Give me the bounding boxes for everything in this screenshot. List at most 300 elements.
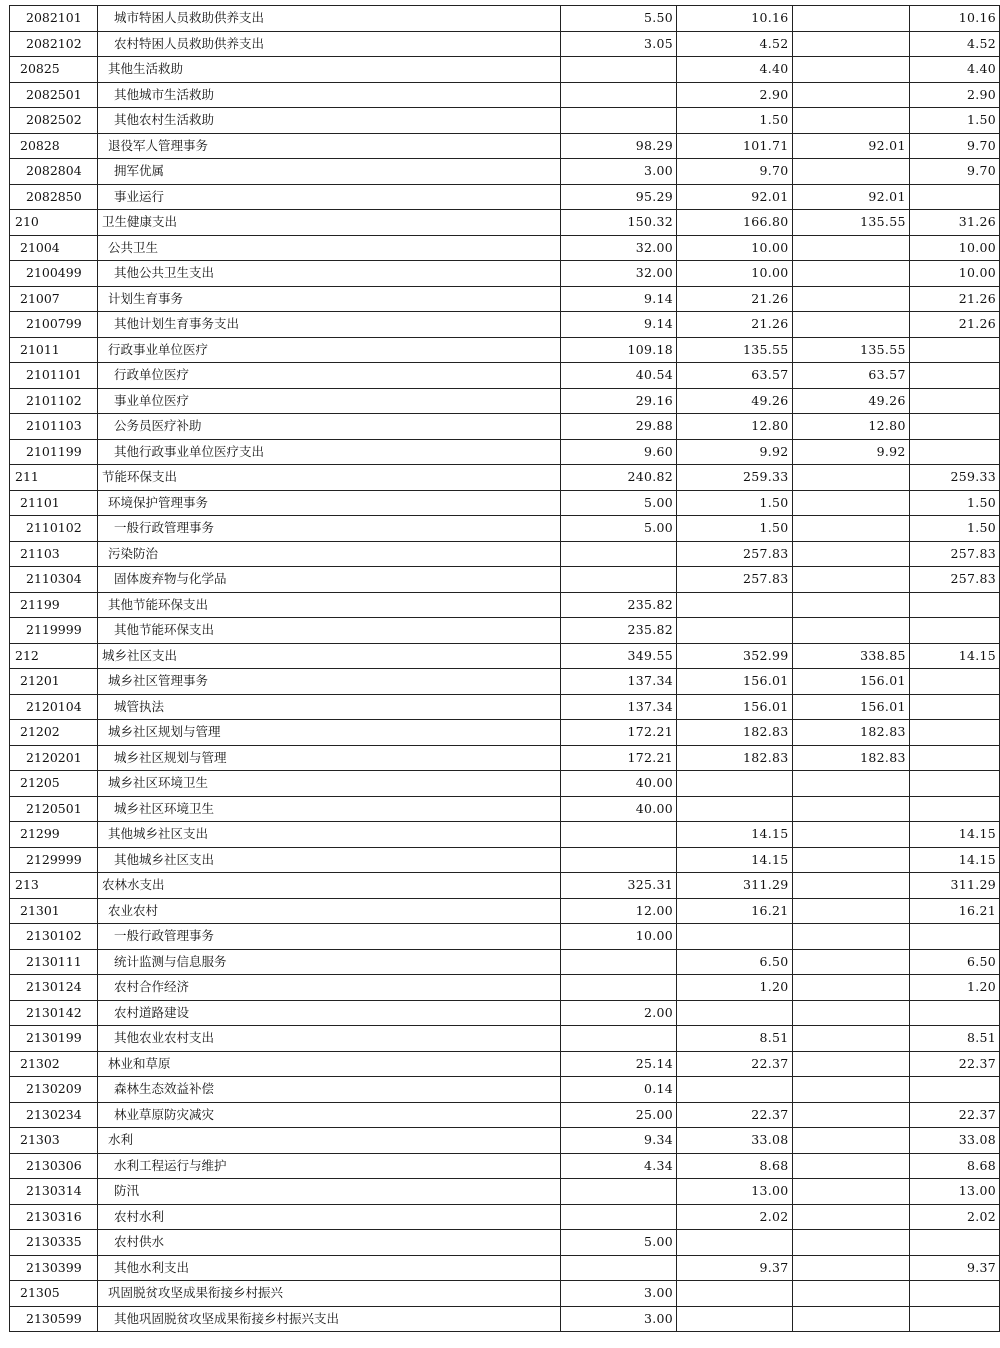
subject-name-cell: 卫生健康支出 [97, 210, 560, 236]
amount-cell-4 [909, 694, 999, 720]
subject-code-cell: 2120201 [10, 745, 98, 771]
amount-cell-4: 8.68 [909, 1153, 999, 1179]
amount-cell-1: 2.00 [560, 1000, 676, 1026]
table-row [10, 235, 1000, 261]
table-row [10, 1204, 1000, 1230]
subject-name-cell: 城乡社区环境卫生 [97, 771, 560, 797]
table-body [10, 6, 1000, 1332]
amount-cell-4: 1.50 [909, 516, 999, 542]
amount-cell-1: 9.14 [560, 286, 676, 312]
amount-cell-1 [560, 108, 676, 134]
table-row [10, 261, 1000, 287]
table-row [10, 490, 1000, 516]
amount-cell-3 [792, 235, 909, 261]
subject-name-cell: 城乡社区环境卫生 [97, 796, 560, 822]
table-row [10, 388, 1000, 414]
table-row [10, 312, 1000, 338]
amount-cell-3 [792, 1077, 909, 1103]
amount-cell-3 [792, 6, 909, 32]
amount-cell-2: 1.50 [677, 108, 793, 134]
amount-cell-2: 101.71 [677, 133, 793, 159]
amount-cell-1: 12.00 [560, 898, 676, 924]
amount-cell-1 [560, 1179, 676, 1205]
table-row [10, 924, 1000, 950]
table-row [10, 1051, 1000, 1077]
amount-cell-4 [909, 618, 999, 644]
amount-cell-1: 3.05 [560, 31, 676, 57]
amount-cell-1: 5.00 [560, 516, 676, 542]
amount-cell-1: 3.00 [560, 1306, 676, 1332]
table-row [10, 337, 1000, 363]
subject-name-cell: 城市特困人员救助供养支出 [97, 6, 560, 32]
amount-cell-4 [909, 363, 999, 389]
subject-name-cell: 其他生活救助 [97, 57, 560, 83]
amount-cell-3: 12.80 [792, 414, 909, 440]
subject-code-cell: 21103 [10, 541, 98, 567]
table-row [10, 1077, 1000, 1103]
amount-cell-1: 235.82 [560, 618, 676, 644]
subject-code-cell: 2101199 [10, 439, 98, 465]
subject-code-cell: 2130102 [10, 924, 98, 950]
subject-name-cell: 林业和草原 [97, 1051, 560, 1077]
subject-code-cell: 21007 [10, 286, 98, 312]
amount-cell-1 [560, 822, 676, 848]
amount-cell-4 [909, 669, 999, 695]
table-row [10, 1102, 1000, 1128]
amount-cell-4: 31.26 [909, 210, 999, 236]
subject-code-cell: 2130124 [10, 975, 98, 1001]
subject-code-cell: 21299 [10, 822, 98, 848]
table-row [10, 57, 1000, 83]
amount-cell-3: 92.01 [792, 184, 909, 210]
subject-code-cell: 21302 [10, 1051, 98, 1077]
amount-cell-4: 2.02 [909, 1204, 999, 1230]
subject-code-cell: 2100499 [10, 261, 98, 287]
subject-code-cell: 2130142 [10, 1000, 98, 1026]
amount-cell-1: 3.00 [560, 1281, 676, 1307]
amount-cell-2: 14.15 [677, 847, 793, 873]
table-row [10, 465, 1000, 491]
amount-cell-4: 33.08 [909, 1128, 999, 1154]
subject-code-cell: 210 [10, 210, 98, 236]
amount-cell-3 [792, 873, 909, 899]
amount-cell-3: 9.92 [792, 439, 909, 465]
amount-cell-2: 6.50 [677, 949, 793, 975]
amount-cell-4 [909, 745, 999, 771]
amount-cell-1: 29.16 [560, 388, 676, 414]
amount-cell-2 [677, 592, 793, 618]
subject-name-cell: 农村水利 [97, 1204, 560, 1230]
amount-cell-2: 1.50 [677, 490, 793, 516]
amount-cell-4: 257.83 [909, 541, 999, 567]
subject-code-cell: 211 [10, 465, 98, 491]
table-row [10, 1000, 1000, 1026]
amount-cell-2: 10.00 [677, 235, 793, 261]
amount-cell-3 [792, 618, 909, 644]
amount-cell-4: 4.52 [909, 31, 999, 57]
subject-code-cell: 2082102 [10, 31, 98, 57]
amount-cell-1: 25.00 [560, 1102, 676, 1128]
table-row [10, 694, 1000, 720]
table-row [10, 873, 1000, 899]
amount-cell-1: 98.29 [560, 133, 676, 159]
amount-cell-1: 95.29 [560, 184, 676, 210]
table-row [10, 822, 1000, 848]
amount-cell-2: 9.37 [677, 1255, 793, 1281]
amount-cell-4 [909, 1000, 999, 1026]
subject-name-cell: 农业农村 [97, 898, 560, 924]
subject-name-cell: 水利工程运行与维护 [97, 1153, 560, 1179]
subject-code-cell: 21301 [10, 898, 98, 924]
amount-cell-4: 21.26 [909, 286, 999, 312]
subject-code-cell: 2119999 [10, 618, 98, 644]
subject-code-cell: 2110102 [10, 516, 98, 542]
amount-cell-1: 5.50 [560, 6, 676, 32]
subject-name-cell: 环境保护管理事务 [97, 490, 560, 516]
subject-name-cell: 其他公共卫生支出 [97, 261, 560, 287]
table-row [10, 6, 1000, 32]
amount-cell-4: 16.21 [909, 898, 999, 924]
subject-code-cell: 2130316 [10, 1204, 98, 1230]
amount-cell-3 [792, 1255, 909, 1281]
table-row [10, 745, 1000, 771]
amount-cell-1: 40.54 [560, 363, 676, 389]
amount-cell-2: 257.83 [677, 541, 793, 567]
subject-name-cell: 行政单位医疗 [97, 363, 560, 389]
amount-cell-3 [792, 1051, 909, 1077]
amount-cell-2: 2.02 [677, 1204, 793, 1230]
amount-cell-4 [909, 1077, 999, 1103]
amount-cell-3: 156.01 [792, 694, 909, 720]
amount-cell-4 [909, 388, 999, 414]
amount-cell-2: 257.83 [677, 567, 793, 593]
amount-cell-4 [909, 1306, 999, 1332]
subject-code-cell: 2100799 [10, 312, 98, 338]
amount-cell-4: 14.15 [909, 643, 999, 669]
subject-code-cell: 21004 [10, 235, 98, 261]
amount-cell-2: 21.26 [677, 286, 793, 312]
amount-cell-4: 4.40 [909, 57, 999, 83]
amount-cell-3 [792, 82, 909, 108]
subject-name-cell: 农村供水 [97, 1230, 560, 1256]
amount-cell-2: 21.26 [677, 312, 793, 338]
amount-cell-1 [560, 847, 676, 873]
amount-cell-4 [909, 720, 999, 746]
table-row [10, 159, 1000, 185]
subject-name-cell: 防汛 [97, 1179, 560, 1205]
amount-cell-1: 40.00 [560, 796, 676, 822]
amount-cell-4: 10.00 [909, 261, 999, 287]
amount-cell-1: 137.34 [560, 694, 676, 720]
subject-name-cell: 城乡社区支出 [97, 643, 560, 669]
amount-cell-4 [909, 439, 999, 465]
amount-cell-4 [909, 771, 999, 797]
amount-cell-3 [792, 31, 909, 57]
amount-cell-3: 49.26 [792, 388, 909, 414]
amount-cell-3 [792, 567, 909, 593]
amount-cell-2 [677, 924, 793, 950]
table-row [10, 184, 1000, 210]
subject-code-cell: 2082501 [10, 82, 98, 108]
amount-cell-2: 166.80 [677, 210, 793, 236]
table-row [10, 1153, 1000, 1179]
amount-cell-3: 156.01 [792, 669, 909, 695]
amount-cell-3 [792, 465, 909, 491]
amount-cell-3 [792, 286, 909, 312]
amount-cell-4 [909, 924, 999, 950]
subject-name-cell: 公共卫生 [97, 235, 560, 261]
subject-code-cell: 21101 [10, 490, 98, 516]
subject-code-cell: 2120501 [10, 796, 98, 822]
amount-cell-1: 25.14 [560, 1051, 676, 1077]
table-row [10, 771, 1000, 797]
subject-code-cell: 213 [10, 873, 98, 899]
amount-cell-1: 109.18 [560, 337, 676, 363]
table-row [10, 516, 1000, 542]
table-row [10, 363, 1000, 389]
subject-code-cell: 2130209 [10, 1077, 98, 1103]
amount-cell-4: 6.50 [909, 949, 999, 975]
subject-code-cell: 2130314 [10, 1179, 98, 1205]
amount-cell-2: 33.08 [677, 1128, 793, 1154]
amount-cell-2: 182.83 [677, 720, 793, 746]
subject-name-cell: 森林生态效益补偿 [97, 1077, 560, 1103]
amount-cell-3 [792, 159, 909, 185]
amount-cell-3: 338.85 [792, 643, 909, 669]
subject-name-cell: 其他计划生育事务支出 [97, 312, 560, 338]
subject-code-cell: 2130306 [10, 1153, 98, 1179]
subject-code-cell: 2130234 [10, 1102, 98, 1128]
amount-cell-1: 4.34 [560, 1153, 676, 1179]
subject-code-cell: 2082850 [10, 184, 98, 210]
amount-cell-3 [792, 57, 909, 83]
amount-cell-3 [792, 1128, 909, 1154]
subject-code-cell: 20828 [10, 133, 98, 159]
amount-cell-2 [677, 1306, 793, 1332]
amount-cell-4: 22.37 [909, 1051, 999, 1077]
amount-cell-2 [677, 1230, 793, 1256]
amount-cell-1: 9.60 [560, 439, 676, 465]
subject-code-cell: 21202 [10, 720, 98, 746]
amount-cell-1: 172.21 [560, 720, 676, 746]
amount-cell-3 [792, 975, 909, 1001]
amount-cell-4: 10.00 [909, 235, 999, 261]
amount-cell-4: 22.37 [909, 1102, 999, 1128]
amount-cell-1: 325.31 [560, 873, 676, 899]
amount-cell-2: 1.50 [677, 516, 793, 542]
amount-cell-1: 10.00 [560, 924, 676, 950]
amount-cell-2: 12.80 [677, 414, 793, 440]
amount-cell-2 [677, 1281, 793, 1307]
subject-name-cell: 其他水利支出 [97, 1255, 560, 1281]
amount-cell-1: 5.00 [560, 1230, 676, 1256]
amount-cell-4 [909, 414, 999, 440]
table-row [10, 1179, 1000, 1205]
subject-name-cell: 一般行政管理事务 [97, 924, 560, 950]
table-row [10, 1281, 1000, 1307]
subject-code-cell: 2082804 [10, 159, 98, 185]
amount-cell-2: 63.57 [677, 363, 793, 389]
amount-cell-4: 311.29 [909, 873, 999, 899]
subject-name-cell: 水利 [97, 1128, 560, 1154]
amount-cell-3 [792, 1026, 909, 1052]
amount-cell-3 [792, 898, 909, 924]
table-row [10, 541, 1000, 567]
amount-cell-3 [792, 1153, 909, 1179]
subject-code-cell: 21201 [10, 669, 98, 695]
amount-cell-4: 2.90 [909, 82, 999, 108]
subject-code-cell: 21305 [10, 1281, 98, 1307]
subject-name-cell: 其他巩固脱贫攻坚成果衔接乡村振兴支出 [97, 1306, 560, 1332]
amount-cell-3: 63.57 [792, 363, 909, 389]
amount-cell-3 [792, 312, 909, 338]
subject-name-cell: 城乡社区规划与管理 [97, 745, 560, 771]
subject-name-cell: 其他节能环保支出 [97, 592, 560, 618]
subject-code-cell: 2130335 [10, 1230, 98, 1256]
subject-code-cell: 21303 [10, 1128, 98, 1154]
subject-name-cell: 其他农业农村支出 [97, 1026, 560, 1052]
amount-cell-3 [792, 592, 909, 618]
subject-code-cell: 21011 [10, 337, 98, 363]
amount-cell-3 [792, 822, 909, 848]
amount-cell-4 [909, 592, 999, 618]
amount-cell-1 [560, 57, 676, 83]
subject-name-cell: 农村道路建设 [97, 1000, 560, 1026]
subject-name-cell: 事业单位医疗 [97, 388, 560, 414]
table-row [10, 796, 1000, 822]
amount-cell-4: 9.70 [909, 159, 999, 185]
subject-name-cell: 事业运行 [97, 184, 560, 210]
subject-code-cell: 21205 [10, 771, 98, 797]
table-row [10, 669, 1000, 695]
amount-cell-3 [792, 949, 909, 975]
amount-cell-1 [560, 541, 676, 567]
table-row [10, 618, 1000, 644]
amount-cell-2: 259.33 [677, 465, 793, 491]
table-row [10, 31, 1000, 57]
table-row [10, 414, 1000, 440]
subject-name-cell: 公务员医疗补助 [97, 414, 560, 440]
amount-cell-1: 172.21 [560, 745, 676, 771]
table-row [10, 720, 1000, 746]
subject-name-cell: 城乡社区规划与管理 [97, 720, 560, 746]
amount-cell-3: 135.55 [792, 337, 909, 363]
subject-name-cell: 一般行政管理事务 [97, 516, 560, 542]
amount-cell-2: 92.01 [677, 184, 793, 210]
amount-cell-4: 257.83 [909, 567, 999, 593]
amount-cell-2: 8.51 [677, 1026, 793, 1052]
subject-name-cell: 行政事业单位医疗 [97, 337, 560, 363]
amount-cell-2: 311.29 [677, 873, 793, 899]
amount-cell-2: 22.37 [677, 1051, 793, 1077]
amount-cell-4 [909, 1281, 999, 1307]
subject-name-cell: 拥军优属 [97, 159, 560, 185]
amount-cell-4 [909, 184, 999, 210]
table-row [10, 1128, 1000, 1154]
table-row [10, 210, 1000, 236]
amount-cell-4: 1.20 [909, 975, 999, 1001]
amount-cell-1: 3.00 [560, 159, 676, 185]
subject-code-cell: 2101102 [10, 388, 98, 414]
amount-cell-2: 10.16 [677, 6, 793, 32]
subject-name-cell: 固体废弃物与化学品 [97, 567, 560, 593]
amount-cell-4 [909, 1230, 999, 1256]
subject-code-cell: 2129999 [10, 847, 98, 873]
subject-code-cell: 2101101 [10, 363, 98, 389]
subject-name-cell: 农林水支出 [97, 873, 560, 899]
table-row [10, 439, 1000, 465]
amount-cell-4: 21.26 [909, 312, 999, 338]
subject-name-cell: 林业草原防灾减灾 [97, 1102, 560, 1128]
amount-cell-2: 4.52 [677, 31, 793, 57]
amount-cell-3 [792, 490, 909, 516]
amount-cell-1: 32.00 [560, 261, 676, 287]
amount-cell-2: 22.37 [677, 1102, 793, 1128]
subject-name-cell: 城管执法 [97, 694, 560, 720]
table-row [10, 286, 1000, 312]
subject-code-cell: 2130399 [10, 1255, 98, 1281]
subject-code-cell: 2110304 [10, 567, 98, 593]
amount-cell-4 [909, 796, 999, 822]
subject-code-cell: 2082101 [10, 6, 98, 32]
amount-cell-2 [677, 1077, 793, 1103]
table-row [10, 592, 1000, 618]
subject-code-cell: 2082502 [10, 108, 98, 134]
amount-cell-3: 182.83 [792, 720, 909, 746]
amount-cell-2 [677, 1000, 793, 1026]
amount-cell-1: 235.82 [560, 592, 676, 618]
subject-name-cell: 节能环保支出 [97, 465, 560, 491]
subject-name-cell: 农村特困人员救助供养支出 [97, 31, 560, 57]
amount-cell-2 [677, 796, 793, 822]
subject-code-cell: 2120104 [10, 694, 98, 720]
subject-name-cell: 其他城乡社区支出 [97, 822, 560, 848]
amount-cell-2: 135.55 [677, 337, 793, 363]
table-row [10, 1230, 1000, 1256]
table-row [10, 643, 1000, 669]
subject-name-cell: 城乡社区管理事务 [97, 669, 560, 695]
amount-cell-1 [560, 1204, 676, 1230]
amount-cell-4: 10.16 [909, 6, 999, 32]
amount-cell-2: 156.01 [677, 694, 793, 720]
amount-cell-2: 49.26 [677, 388, 793, 414]
amount-cell-2: 4.40 [677, 57, 793, 83]
amount-cell-2: 9.70 [677, 159, 793, 185]
subject-name-cell: 其他节能环保支出 [97, 618, 560, 644]
amount-cell-2: 1.20 [677, 975, 793, 1001]
amount-cell-4: 1.50 [909, 490, 999, 516]
subject-name-cell: 其他农村生活救助 [97, 108, 560, 134]
table-row [10, 847, 1000, 873]
amount-cell-2: 8.68 [677, 1153, 793, 1179]
subject-code-cell: 2130599 [10, 1306, 98, 1332]
amount-cell-4: 9.70 [909, 133, 999, 159]
amount-cell-3 [792, 796, 909, 822]
subject-name-cell: 统计监测与信息服务 [97, 949, 560, 975]
subject-code-cell: 2130199 [10, 1026, 98, 1052]
amount-cell-3: 92.01 [792, 133, 909, 159]
amount-cell-2: 352.99 [677, 643, 793, 669]
amount-cell-1: 9.14 [560, 312, 676, 338]
amount-cell-1 [560, 567, 676, 593]
amount-cell-4: 14.15 [909, 822, 999, 848]
amount-cell-1: 349.55 [560, 643, 676, 669]
amount-cell-2: 14.15 [677, 822, 793, 848]
amount-cell-1 [560, 82, 676, 108]
amount-cell-1 [560, 1026, 676, 1052]
amount-cell-1: 29.88 [560, 414, 676, 440]
amount-cell-3 [792, 1204, 909, 1230]
